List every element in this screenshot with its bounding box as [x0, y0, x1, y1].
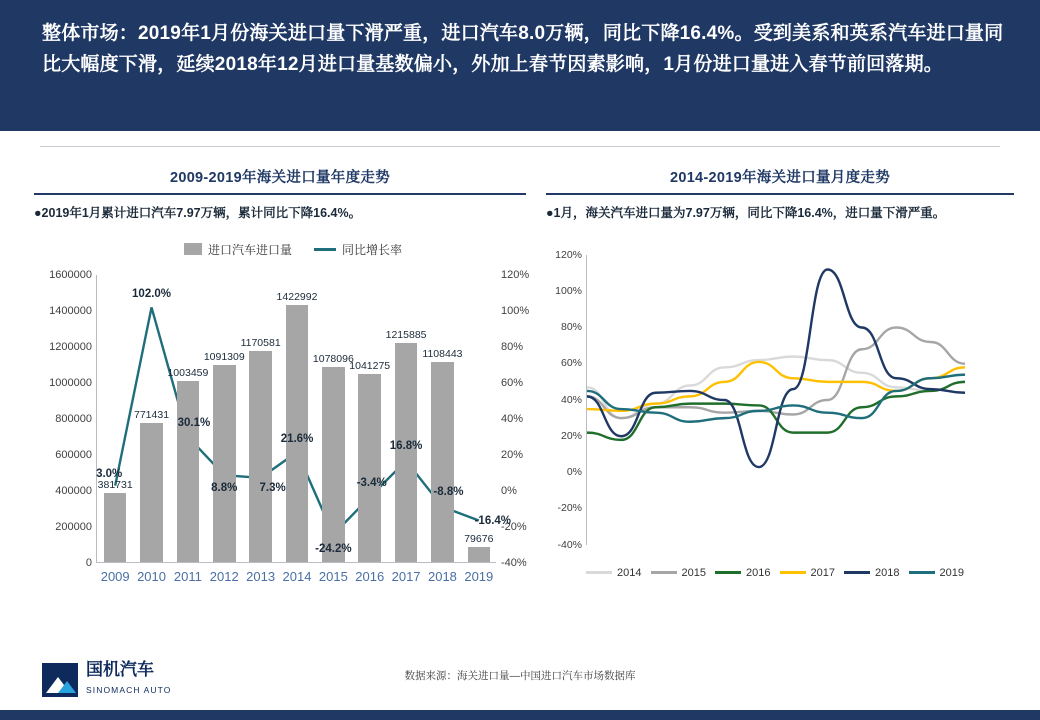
- x-axis-tick: 2014: [282, 568, 312, 584]
- bar-value-label: 1041275: [349, 360, 391, 373]
- x-axis-tick: 2017: [391, 568, 421, 584]
- legend-label: 2015: [681, 566, 706, 579]
- y-axis-right-tick: -20%: [501, 520, 527, 533]
- table-row: [358, 374, 381, 561]
- bar-value-label: 1078096: [312, 353, 354, 366]
- monthly-series-lines: [587, 255, 965, 545]
- line-point-label: 7.3%: [259, 482, 286, 495]
- logo-text-cn: 国机汽车: [86, 660, 154, 679]
- y-axis-tick: 0%: [566, 466, 582, 478]
- table-row: [213, 365, 236, 561]
- x-axis-tick: 2011: [173, 568, 202, 584]
- legend-item-line: [314, 241, 402, 258]
- right-plot-area: [555, 248, 964, 551]
- bar-value-label: 1108443: [422, 347, 463, 360]
- right-title-rule: [546, 193, 1014, 195]
- y-axis-tick: 80%: [560, 321, 582, 333]
- table-row: [104, 493, 127, 562]
- y-axis-left-tick: 400000: [55, 484, 92, 497]
- y-axis-left-tick: 1400000: [49, 304, 92, 317]
- legend-label-bar: 进口汽车进口量: [208, 242, 293, 257]
- legend-label: 2019: [939, 566, 964, 579]
- y-axis-left-tick: 0: [85, 556, 92, 569]
- table-row: [468, 547, 491, 561]
- left-panel: [34, 166, 530, 607]
- legend-line-icon: [715, 571, 741, 574]
- left-title-rule: [34, 193, 526, 195]
- line-point-label: 3.0%: [96, 468, 123, 481]
- line-point-label: 21.6%: [280, 432, 314, 445]
- line-point-label: 102.0%: [132, 287, 172, 300]
- x-axis-tick: 2015: [318, 568, 348, 584]
- y-axis-tick: 40%: [560, 393, 582, 406]
- legend-label-line: 同比增长率: [342, 242, 403, 257]
- y-axis-tick: 60%: [560, 357, 582, 370]
- line-point-label: 30.1%: [177, 417, 211, 430]
- legend-line-icon: [780, 571, 806, 574]
- y-axis-tick: 20%: [560, 429, 582, 442]
- footer-bar: [0, 710, 1040, 720]
- logo-text-en: SINOMACH AUTO: [86, 685, 172, 695]
- x-axis-tick: 2013: [246, 568, 276, 584]
- y-axis-right-tick: 60%: [501, 376, 524, 389]
- x-axis-tick: 2019: [464, 568, 494, 584]
- y-axis-left-tick: 200000: [55, 520, 92, 533]
- table-row: [140, 423, 163, 562]
- legend-item[interactable]: [651, 567, 706, 579]
- table-row: [322, 367, 345, 561]
- line-point-label: -3.4%: [356, 476, 387, 489]
- left-plot-area: [49, 268, 530, 584]
- annual-import-chart: [34, 237, 530, 607]
- source-note: 数据来源：海关进口量—中国进口汽车市场数据库: [404, 670, 636, 682]
- header-banner: [0, 0, 1040, 131]
- table-row: [249, 351, 272, 562]
- bar-value-label: 1422992: [276, 291, 318, 304]
- table-row: [177, 381, 200, 562]
- line-point-label: -8.8%: [433, 486, 464, 499]
- legend-line-icon: [909, 571, 935, 574]
- left-bullet-text: ●2019年1月累计进口汽车7.97万辆，累计同比下降16.4%。: [34, 205, 362, 220]
- legend-item-bar: [184, 241, 292, 258]
- series-line: [587, 269, 965, 467]
- monthly-import-chart: [546, 237, 1014, 607]
- legend-item[interactable]: [780, 567, 835, 579]
- y-axis-tick: -40%: [557, 538, 582, 551]
- brand-logo: [42, 661, 171, 698]
- legend-label: 2017: [810, 566, 835, 579]
- line-swatch-icon: [314, 248, 336, 251]
- page-title: 整体市场：2019年1月份海关进口量下滑严重，进口汽车8.0万辆，同比下降16.4%。受到美系和英系汽车进口量同比大幅度下滑，延续2018年12月进口量基数偏小，外加上春节因素影响，1月份进口量进入春节前回落期。: [42, 23, 1004, 75]
- legend-label: 2018: [875, 566, 900, 579]
- legend-item[interactable]: [715, 567, 770, 579]
- bar-value-label: 381731: [97, 478, 133, 491]
- y-axis-left-tick: 800000: [55, 412, 92, 425]
- right-bullet-text: ●1月，海关汽车进口量为7.97万辆，同比下降16.4%，进口量下滑严重。: [546, 205, 946, 220]
- y-axis-left-tick: 1200000: [49, 340, 92, 353]
- legend-item[interactable]: [844, 567, 899, 579]
- legend-item[interactable]: [909, 567, 964, 579]
- y-axis-tick: -20%: [557, 502, 582, 515]
- y-axis-left-tick: 600000: [55, 448, 92, 461]
- bar-value-label: 1003459: [167, 366, 209, 379]
- left-chart-legend: [184, 241, 402, 258]
- left-chart-title: 2009-2019年海关进口量年度走势: [169, 170, 391, 186]
- y-axis-right-tick: 20%: [501, 448, 524, 461]
- x-axis-tick: 2018: [427, 568, 457, 584]
- table-row: [431, 362, 454, 562]
- right-panel: [546, 166, 1014, 607]
- bar-value-label: 79676: [464, 533, 494, 546]
- legend-item[interactable]: [586, 567, 641, 579]
- y-axis-left-tick: 1600000: [49, 268, 92, 281]
- y-axis-right-tick: 80%: [501, 340, 524, 353]
- line-point-label: 16.8%: [389, 440, 423, 453]
- y-axis-right-tick: -40%: [501, 556, 527, 569]
- y-axis-right-tick: 120%: [501, 268, 530, 281]
- right-chart-title: 2014-2019年海关进口量月度走势: [669, 170, 891, 186]
- y-axis-tick: 120%: [555, 248, 582, 261]
- legend-label: 2014: [617, 566, 642, 579]
- line-point-label: 8.8%: [211, 481, 238, 494]
- y-axis-right-tick: 40%: [501, 412, 524, 425]
- mountain-logo-icon: [42, 663, 78, 697]
- line-point-label: -24.2%: [315, 543, 352, 556]
- legend-line-icon: [844, 571, 870, 574]
- legend-line-icon: [651, 571, 677, 574]
- y-axis-right-tick: 100%: [501, 304, 530, 317]
- bar-value-label: 1215885: [385, 328, 427, 341]
- x-axis-tick: 2010: [137, 568, 166, 584]
- line-point-label: -16.4%: [474, 515, 512, 528]
- y-axis-right-tick: 0%: [501, 484, 517, 497]
- bar-swatch-icon: [184, 243, 202, 255]
- legend-line-icon: [586, 571, 612, 574]
- right-chart-legend: [586, 567, 964, 579]
- y-axis-left-tick: 1000000: [49, 376, 92, 389]
- y-axis-tick: 100%: [555, 284, 582, 297]
- x-axis-tick: 2012: [209, 568, 239, 584]
- legend-label: 2016: [746, 566, 771, 579]
- x-axis-tick: 2016: [355, 568, 385, 584]
- x-axis-tick: 2009: [100, 568, 130, 584]
- header-divider: [40, 146, 1000, 147]
- bar-value-label: 1091309: [203, 351, 245, 364]
- bar-value-label: 771431: [134, 408, 170, 421]
- bar-value-label: 1170581: [240, 336, 281, 349]
